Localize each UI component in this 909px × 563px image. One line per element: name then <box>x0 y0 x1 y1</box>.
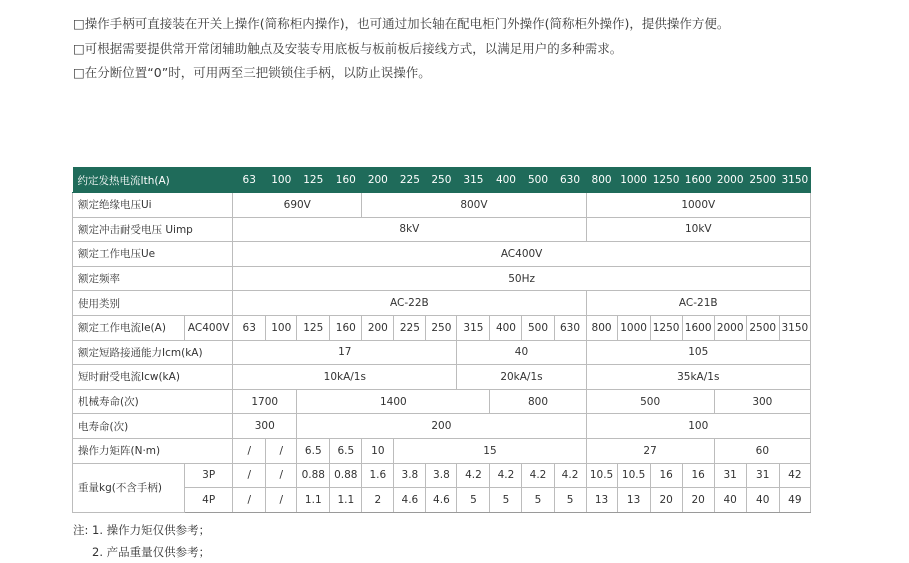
header-current: 1600 <box>682 168 714 193</box>
table-cell: 4.6 <box>426 488 457 513</box>
header-row <box>73 168 811 193</box>
table-cell: 1.6 <box>362 463 394 488</box>
table-cell: 1000V <box>586 193 810 218</box>
row-label: 额定绝缘电压Ui <box>73 193 233 218</box>
header-current: 2000 <box>714 168 746 193</box>
header-current: 100 <box>266 168 297 193</box>
table-cell: AC-21B <box>586 291 810 316</box>
header-label: 约定发热电流Ith(A) <box>73 168 233 193</box>
table-cell: 42 <box>779 463 810 488</box>
table-cell: 1400 <box>297 389 490 414</box>
table-cell: / <box>233 463 266 488</box>
row-label: 额定冲击耐受电压 Uimp <box>73 217 233 242</box>
table-cell: 31 <box>746 463 779 488</box>
header-current: 400 <box>490 168 522 193</box>
table-cell: 6.5 <box>297 438 330 463</box>
row-label: 额定工作电压Ue <box>73 242 233 267</box>
table-cell: 16 <box>650 463 682 488</box>
table-row-category <box>73 291 811 316</box>
header-current: 500 <box>522 168 554 193</box>
table-cell: 20 <box>682 488 714 513</box>
header-current: 250 <box>426 168 457 193</box>
row-label: 短时耐受电流Icw(kA) <box>73 365 233 390</box>
table-cell: 4.6 <box>394 488 426 513</box>
table-cell: 125 <box>297 315 330 340</box>
table-row-mechanical-life <box>73 389 811 414</box>
row-label: 额定工作电流Ie(A) <box>73 315 185 340</box>
row-label: 重量kg(不含手柄) <box>73 463 185 512</box>
table-cell: 250 <box>426 315 457 340</box>
table-cell: 4.2 <box>457 463 490 488</box>
table-cell: 500 <box>522 315 554 340</box>
footnotes <box>73 519 210 563</box>
table-cell: 10.5 <box>617 463 650 488</box>
row-label: 额定短路接通能力Icm(kA) <box>73 340 233 365</box>
header-current: 800 <box>586 168 617 193</box>
table-cell: 5 <box>457 488 490 513</box>
table-cell: 27 <box>586 438 714 463</box>
table-cell: 630 <box>554 315 586 340</box>
header-current: 200 <box>362 168 394 193</box>
footnote-1: 注: 1. 操作力矩仅供参考； <box>73 523 211 537</box>
table-cell: 800 <box>586 315 617 340</box>
footnote-2: 2. 产品重量仅供参考； <box>92 545 211 559</box>
table-cell: 4.2 <box>490 463 522 488</box>
table-cell: 31 <box>714 463 746 488</box>
table-row-ui <box>73 193 811 218</box>
table-row-uimp <box>73 217 811 242</box>
table-cell: 6.5 <box>330 438 362 463</box>
table-cell: 13 <box>617 488 650 513</box>
table-cell: 40 <box>746 488 779 513</box>
row-sublabel: 3P <box>185 463 233 488</box>
table-row-icm <box>73 340 811 365</box>
table-cell: 1600 <box>682 315 714 340</box>
table-cell: 35kA/1s <box>586 365 810 390</box>
table-cell: 5 <box>554 488 586 513</box>
table-cell: 800V <box>362 193 586 218</box>
row-label: 使用类别 <box>73 291 233 316</box>
table-cell: 13 <box>586 488 617 513</box>
table-cell: 10kA/1s <box>233 365 457 390</box>
table-cell: 4.2 <box>554 463 586 488</box>
table-cell: / <box>266 463 297 488</box>
table-cell: 1250 <box>650 315 682 340</box>
table-cell: / <box>266 438 297 463</box>
table-cell: 60 <box>714 438 810 463</box>
row-sublabel: AC400V <box>185 315 233 340</box>
header-current: 315 <box>457 168 490 193</box>
table-cell: 10.5 <box>586 463 617 488</box>
table-cell: 200 <box>362 315 394 340</box>
intro-line-2: □可根据需要提供常开常闭辅助触点及安装专用底板与板前板后接线方式，以满足用户的多种需求。 <box>73 40 623 56</box>
header-current: 1000 <box>617 168 650 193</box>
header-current: 125 <box>297 168 330 193</box>
table-cell: 3.8 <box>394 463 426 488</box>
table-cell: 5 <box>522 488 554 513</box>
table-row-ue <box>73 242 811 267</box>
table-cell: 3.8 <box>426 463 457 488</box>
table-cell: 16 <box>682 463 714 488</box>
table-cell: / <box>233 488 266 513</box>
table-cell: 225 <box>394 315 426 340</box>
table-cell: 40 <box>457 340 586 365</box>
header-current: 225 <box>394 168 426 193</box>
table-cell: 200 <box>297 414 586 439</box>
table-row-frequency <box>73 266 811 291</box>
table-cell: 0.88 <box>330 463 362 488</box>
header-current: 160 <box>330 168 362 193</box>
intro-line-3: □在分断位置“0”时，可用两至三把锁锁住手柄，以防止误操作。 <box>73 65 431 80</box>
table-cell: 2000 <box>714 315 746 340</box>
table-cell: 10kV <box>586 217 810 242</box>
table-cell: / <box>233 438 266 463</box>
table-cell: 5 <box>490 488 522 513</box>
table-cell: AC-22B <box>233 291 586 316</box>
table-cell: 15 <box>394 438 586 463</box>
table-row-electrical-life <box>73 414 811 439</box>
intro-text <box>73 12 729 86</box>
row-label: 电寿命(次) <box>73 414 233 439</box>
table-cell: 690V <box>233 193 362 218</box>
header-current: 2500 <box>746 168 779 193</box>
row-sublabel: 4P <box>185 488 233 513</box>
table-cell: 3150 <box>779 315 810 340</box>
table-row-weight-3p <box>73 463 811 488</box>
row-label: 额定频率 <box>73 266 233 291</box>
table-cell: 300 <box>714 389 810 414</box>
table-cell: 500 <box>586 389 714 414</box>
table-cell: 10 <box>362 438 394 463</box>
table-cell: 315 <box>457 315 490 340</box>
table-cell: 1000 <box>617 315 650 340</box>
table-row-ie <box>73 315 811 340</box>
table-cell: 40 <box>714 488 746 513</box>
table-cell: 20kA/1s <box>457 365 586 390</box>
table-cell: 105 <box>586 340 810 365</box>
table-cell: 63 <box>233 315 266 340</box>
intro-line-1: □操作手柄可直接装在开关上操作(简称柜内操作)，也可通过加长轴在配电柜门外操作(简称柜外操作)，提供操作方便。 <box>73 16 730 31</box>
table-cell: 1700 <box>233 389 297 414</box>
table-cell: 1.1 <box>330 488 362 513</box>
spec-table <box>72 167 811 513</box>
table-row-icw <box>73 365 811 390</box>
table-cell: 400 <box>490 315 522 340</box>
table-cell: 49 <box>779 488 810 513</box>
row-label: 机械寿命(次) <box>73 389 233 414</box>
table-cell: 0.88 <box>297 463 330 488</box>
table-cell: 20 <box>650 488 682 513</box>
table-cell: 4.2 <box>522 463 554 488</box>
header-current: 630 <box>554 168 586 193</box>
header-current: 1250 <box>650 168 682 193</box>
table-cell: 2 <box>362 488 394 513</box>
table-cell: 17 <box>233 340 457 365</box>
table-row-torque <box>73 438 811 463</box>
table-cell: 50Hz <box>233 266 811 291</box>
table-cell: AC400V <box>233 242 811 267</box>
header-current: 3150 <box>779 168 810 193</box>
table-cell: / <box>266 488 297 513</box>
table-cell: 2500 <box>746 315 779 340</box>
table-cell: 800 <box>490 389 586 414</box>
row-label: 操作力矩阵(N·m) <box>73 438 233 463</box>
header-current: 63 <box>233 168 266 193</box>
table-cell: 300 <box>233 414 297 439</box>
table-cell: 1.1 <box>297 488 330 513</box>
table-cell: 8kV <box>233 217 586 242</box>
table-cell: 100 <box>586 414 810 439</box>
table-cell: 100 <box>266 315 297 340</box>
table-cell: 160 <box>330 315 362 340</box>
